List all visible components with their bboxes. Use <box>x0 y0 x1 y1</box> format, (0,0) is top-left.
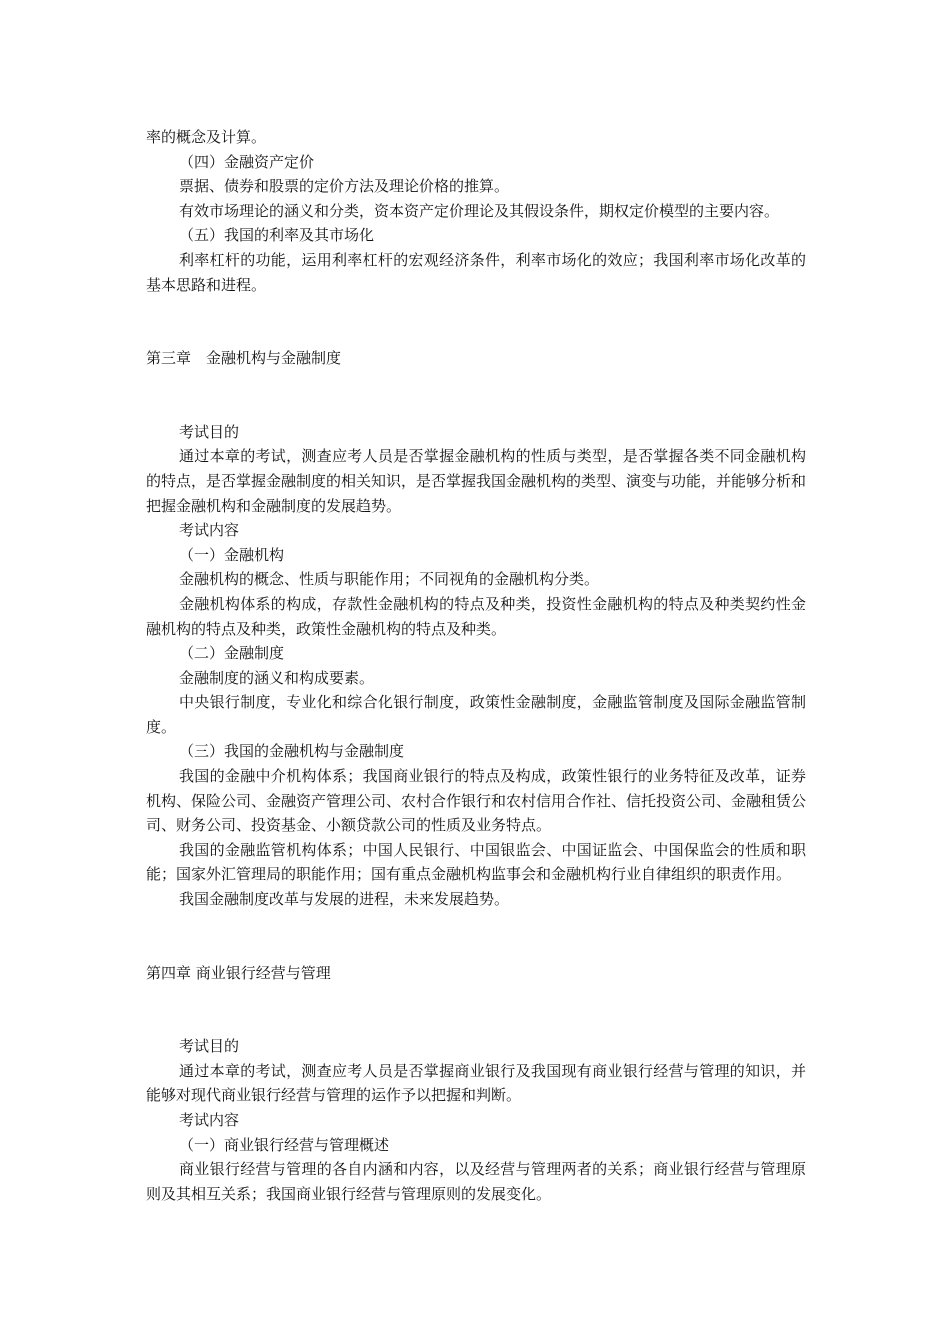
paragraph: 率的概念及计算。 <box>146 128 267 146</box>
section-label: 考试内容 <box>179 1111 240 1129</box>
section-label: 考试内容 <box>179 521 240 540</box>
chapter-title: 第四章 商业银行经营与管理 <box>146 963 331 982</box>
section-title: （四）金融资产定价 <box>179 152 315 171</box>
spacer <box>146 297 806 346</box>
spacer <box>146 985 806 1034</box>
paragraph: 金融机构体系的构成，存款性金融机构的特点及种类，投资性金融机构的特点及种类契约性金融机构的特点及种类，政策性金融机构的特点及种类。 <box>146 594 806 638</box>
paragraph: 中央银行制度，专业化和综合化银行制度，政策性金融制度，金融监管制度及国际金融监管制度。 <box>146 693 806 736</box>
paragraph: 金融制度的涵义和构成要素。 <box>179 668 375 687</box>
chapter-title: 第三章 金融机构与金融制度 <box>146 349 342 368</box>
paragraph: 票据、债券和股票的定价方法及理论价格的推算。 <box>179 177 510 196</box>
paragraph: 有效市场理论的涵义和分类，资本资产定价理论及其假设条件，期权定价模型的主要内容。 <box>179 201 780 220</box>
spacer <box>146 912 806 961</box>
section-title: （三）我国的金融机构与金融制度 <box>179 742 405 761</box>
paragraph: 我国的金融中介机构体系；我国商业银行的特点及构成，政策性银行的业务特征及改革，证券机构、保险公司、金融资产管理公司、农村合作银行和农村信用合作社、信托投资公司、金融租赁公司、财务公司、投资基金、小额贷款公司的性质及业务特点。 <box>146 767 807 835</box>
section-title: （一）商业银行经营与管理概述 <box>179 1135 390 1154</box>
paragraph: 金融机构的概念、性质与职能作用；不同视角的金融机构分类。 <box>179 570 600 589</box>
paragraph: 通过本章的考试，测查应考人员是否掌握金融机构的性质与类型，是否掌握各类不同金融机构的特点，是否掌握金融制度的相关知识，是否掌握我国金融机构的类型、演变与功能，并能够分析和把握金融机构和金融制度的发展趋势。 <box>146 447 807 515</box>
section-title: （一）金融机构 <box>179 545 285 564</box>
paragraph: 商业银行经营与管理的各自内涵和内容，以及经营与管理两者的关系；商业银行经营与管理原则及其相互关系；我国商业银行经营与管理原则的发展变化。 <box>146 1160 806 1203</box>
spacer <box>146 371 806 420</box>
section-title: （五）我国的利率及其市场化 <box>179 226 375 245</box>
paragraph: 通过本章的考试，测查应考人员是否掌握商业银行及我国现有商业银行经营与管理的知识，并能够对现代商业银行经营与管理的运作予以把握和判断。 <box>146 1061 806 1105</box>
section-title: （二）金融制度 <box>179 644 285 663</box>
paragraph: 我国的金融监管机构体系；中国人民银行、中国银监会、中国证监会、中国保监会的性质和职能；国家外汇管理局的职能作用；国有重点金融机构监事会和金融机构行业自律组织的职责作用。 <box>146 840 806 884</box>
section-label: 考试目的 <box>179 422 240 441</box>
section-label: 考试目的 <box>179 1037 240 1056</box>
paragraph: 利率杠杆的功能，运用利率杠杆的宏观经济条件，利率市场化的效应；我国利率市场化改革的基本思路和进程。 <box>146 250 806 294</box>
document-page <box>146 125 806 1206</box>
paragraph: 我国金融制度改革与发展的进程，未来发展趋势。 <box>179 890 510 909</box>
